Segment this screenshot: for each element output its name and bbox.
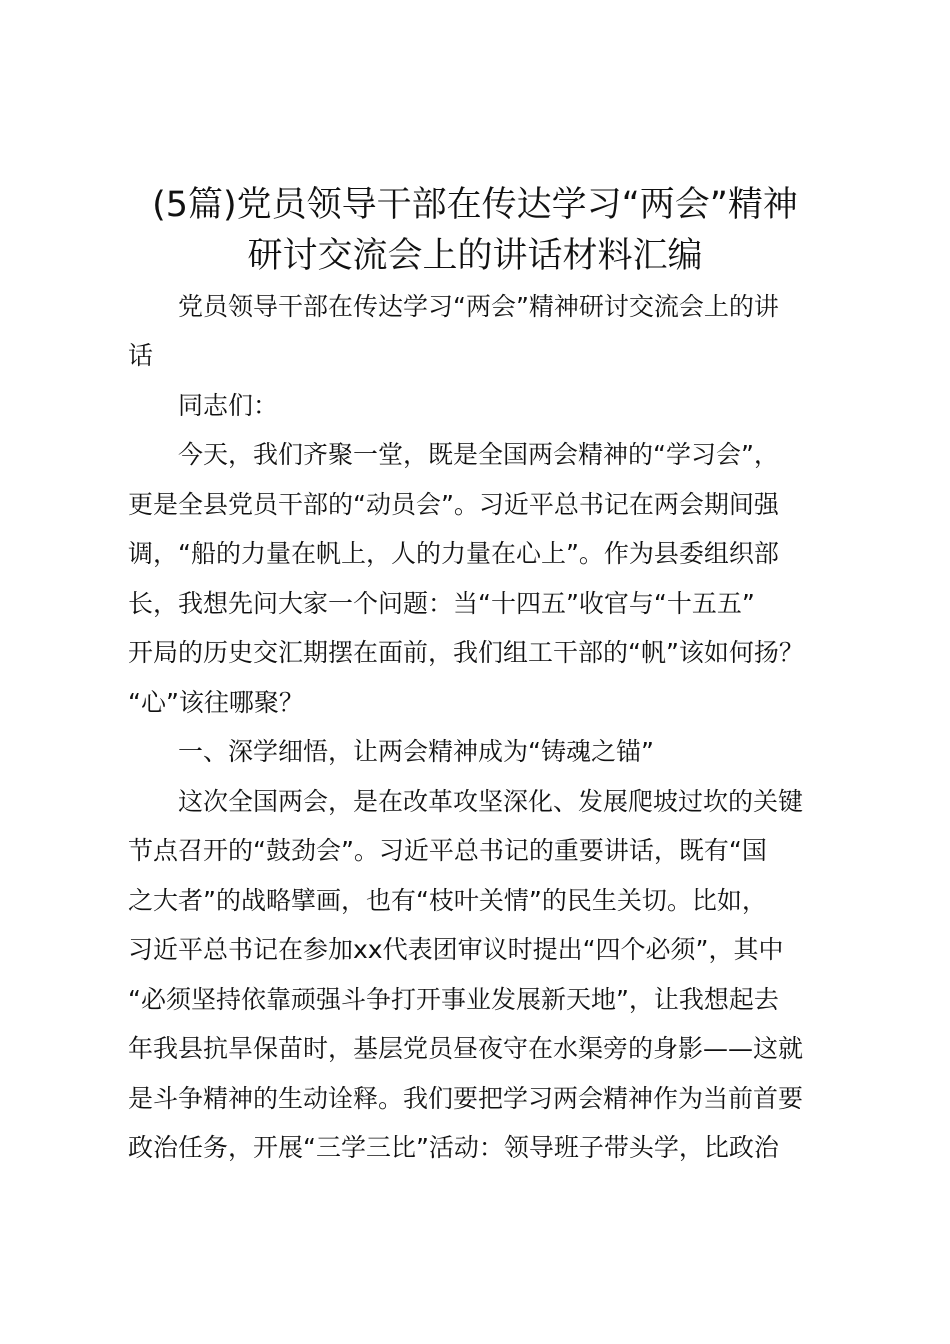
document-title-line-2: 研讨交流会上的讲话材料汇编 — [247, 236, 703, 276]
subtitle-line-2: 话 — [128, 341, 154, 370]
paragraph-line: 之大者”的战略擘画，也有“枝叶关情”的民生关切。比如， — [128, 886, 767, 915]
paragraph-line: 更是全县党员干部的“动员会”。习近平总书记在两会期间强 — [128, 490, 779, 519]
paragraph-line: 开局的历史交汇期摆在面前，我们组工干部的“帆”该如何扬？ — [128, 638, 804, 667]
section-heading: 一、深学细悟，让两会精神成为“铸魂之锚” — [128, 737, 654, 766]
salutation: 同志们： — [128, 391, 279, 420]
paragraph-line: “必须坚持依靠顽强斗争打开事业发展新天地”，让我想起去 — [128, 985, 779, 1014]
paragraph-line: “心”该往哪聚？ — [128, 688, 304, 717]
subtitle-line-1: 党员领导干部在传达学习“两会”精神研讨交流会上的讲 — [128, 292, 779, 321]
paragraph-line: 政治任务，开展“三学三比”活动：领导班子带头学，比政治 — [128, 1133, 779, 1162]
document-title-line-1: (5篇)党员领导干部在传达学习“两会”精神 — [152, 185, 798, 225]
paragraph-line: 节点召开的“鼓劲会”。习近平总书记的重要讲话，既有“国 — [128, 836, 767, 865]
paragraph-line: 是斗争精神的生动诠释。我们要把学习两会精神作为当前首要 — [128, 1084, 804, 1113]
paragraph-line: 长，我想先问大家一个问题：当“十四五”收官与“十五五” — [128, 589, 755, 618]
paragraph-line: 调，“船的力量在帆上，人的力量在心上”。作为县委组织部 — [128, 539, 779, 568]
paragraph-line: 今天，我们齐聚一堂，既是全国两会精神的“学习会”， — [128, 440, 779, 469]
paragraph-line: 习近平总书记在参加xx代表团审议时提出“四个必须”，其中 — [128, 935, 784, 964]
paragraph-line: 年我县抗旱保苗时，基层党员昼夜守在水渠旁的身影——这就 — [128, 1034, 804, 1063]
paragraph-line: 这次全国两会，是在改革攻坚深化、发展爬坡过坎的关键 — [128, 787, 804, 816]
